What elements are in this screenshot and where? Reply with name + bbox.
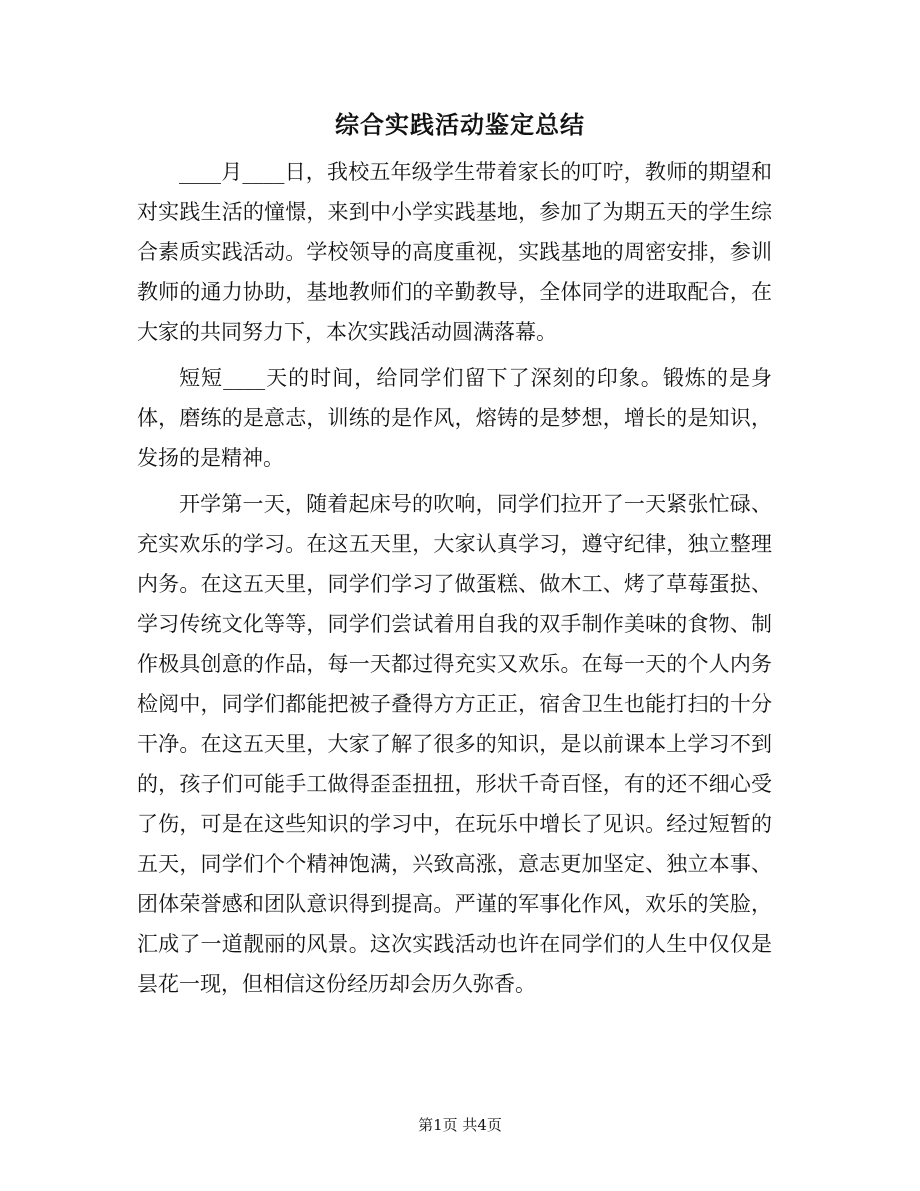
paragraph-3: 开学第一天，随着起床号的吹响，同学们拉开了一天紧张忙碌、充实欢乐的学习。在这五天里，大家认真学习，遵守纪律，独立整理内务。在这五天里，同学们学习了做蛋糕、做木工、烤了草莓蛋挞、学习传统文化等等，同学们尝试着用自我的双手制作美味的食物、制作极具创意的作品，每一天都过得充实又欢乐。在每一天的个人内务检阅中，同学们都能把被子叠得方方正正，宿舍卫生也能打扫的十分干净。在这五天里，大家了解了很多的知识，是以前课本上学习不到的，孩子们可能手工做得歪歪扭扭，形状千奇百怪，有的还不细心受了伤，可是在这些知识的学习中，在玩乐中增长了见识。经过短暂的五天，同学们个个精神饱满，兴致高涨，意志更加坚定、独立本事、团体荣誉感和团队意识得到提高。严谨的军事化作风，欢乐的笑脸，汇成了一道靓丽的风景。这次实践活动也许在同学们的人生中仅仅是昙花一现，但相信这份经历却会历久弥香。 [137,492,772,996]
document-body [137,152,772,1010]
page-number-footer: 第1页 共4页 [418,1116,502,1134]
document-title: 综合实践活动鉴定总结 [335,111,585,139]
paragraph-2: 短短____天的时间，给同学们留下了深刻的印象。锻炼的是身体，磨练的是意志，训练的是作风，熔铸的是梦想，增长的是知识，发扬的是精神。 [137,366,772,470]
paragraph-1: ____月____日，我校五年级学生带着家长的叮咛，教师的期望和对实践生活的憧憬，来到中小学实践基地，参加了为期五天的学生综合素质实践活动。学校领导的高度重视，实践基地的周密安排，参训教师的通力协助，基地教师们的辛勤教导，全体同学的进取配合，在大家的共同努力下，本次实践活动圆满落幕。 [137,160,772,344]
